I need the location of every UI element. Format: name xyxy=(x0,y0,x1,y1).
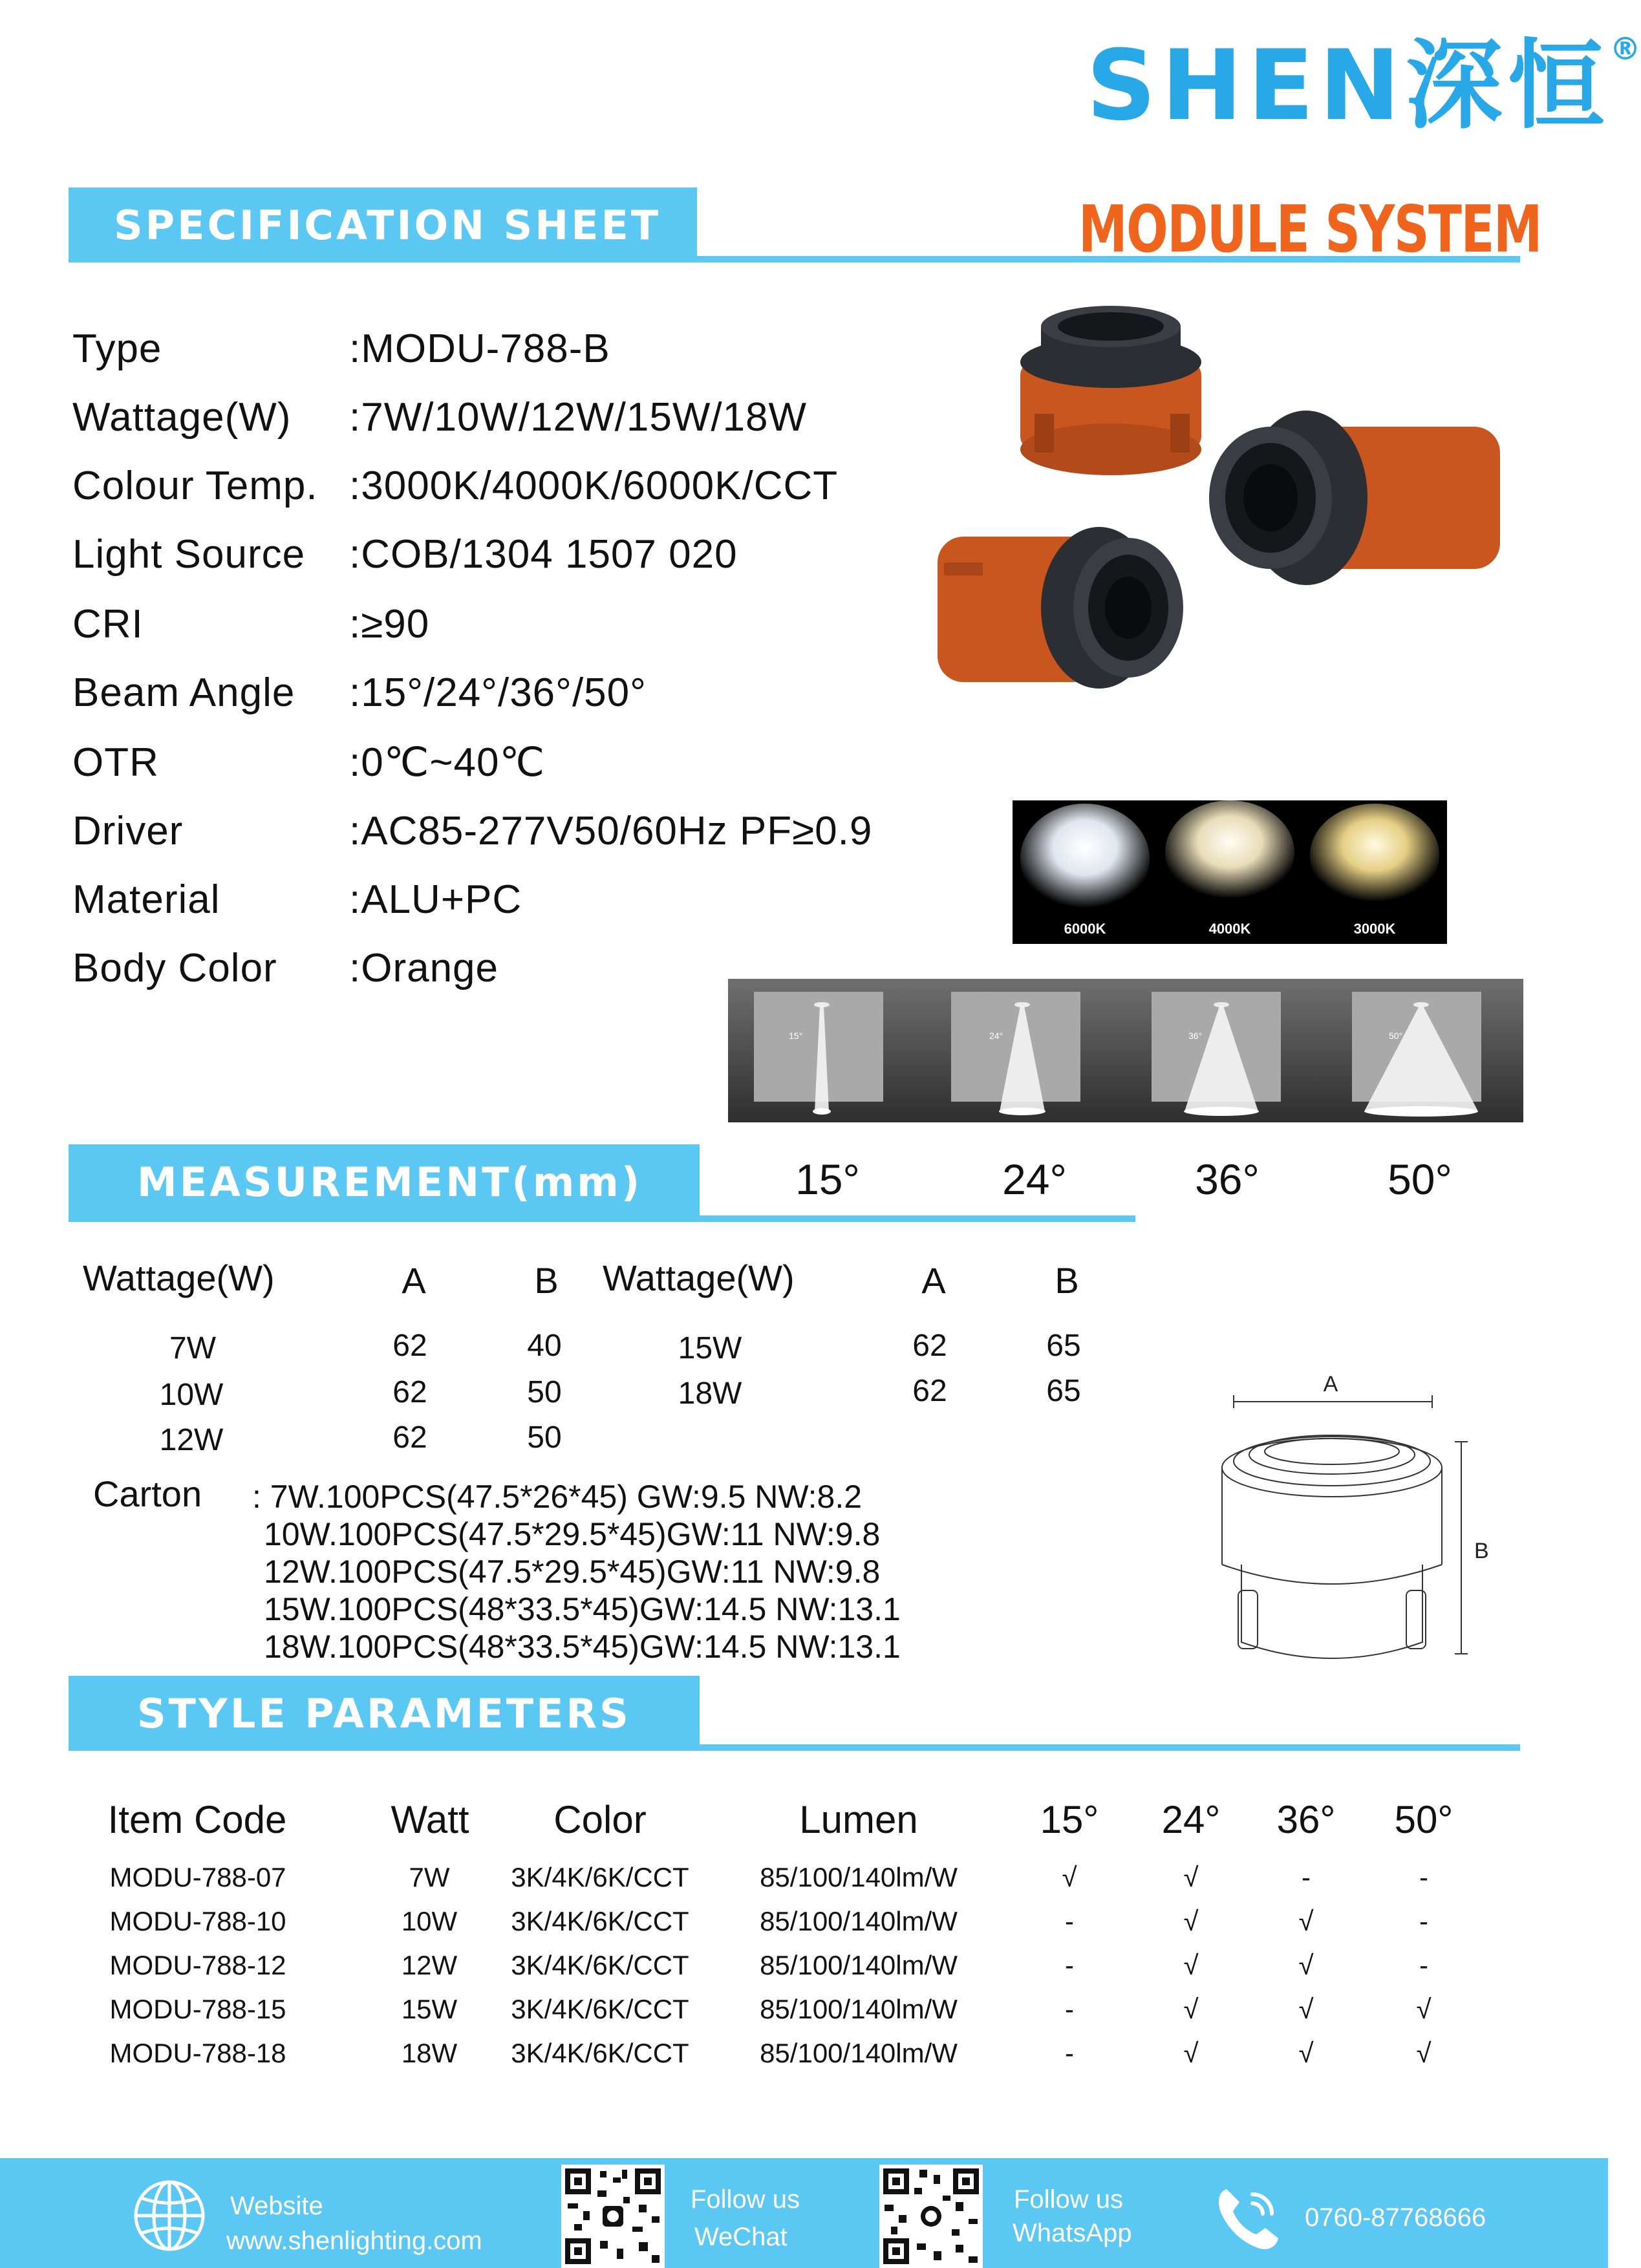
footer-bar xyxy=(0,2158,1608,2268)
spec-row xyxy=(72,531,738,577)
style-band xyxy=(69,1676,700,1751)
style-cell: - xyxy=(1419,1950,1428,1980)
style-cell: 12W xyxy=(401,1950,458,1980)
carton-line: 12W.100PCS(47.5*29.5*45)GW:11 NW:9.8 xyxy=(264,1554,881,1590)
meas-header-a: A xyxy=(921,1260,946,1301)
spec-row xyxy=(72,808,872,854)
style-cell: 3K/4K/6K/CCT xyxy=(511,1994,689,2024)
item-code: MODU-788-10 xyxy=(109,1906,286,1936)
beam-sample-label: 50° xyxy=(1389,1031,1403,1041)
spec-label: OTR xyxy=(72,740,159,785)
beam-sample-label: 15° xyxy=(789,1031,803,1041)
cct-sample-panel xyxy=(1013,800,1447,944)
website-label: Website xyxy=(230,2192,323,2220)
beam-angle-label: 24° xyxy=(1002,1155,1067,1203)
dimension-b-label: B xyxy=(1474,1539,1489,1563)
spec-sheet-band xyxy=(69,187,697,262)
spec-row xyxy=(72,601,429,647)
style-cell: 7W xyxy=(409,1862,450,1892)
spec-label: Driver xyxy=(72,809,184,853)
style-title: STYLE PARAMETERS xyxy=(137,1689,631,1737)
cct-sample-label: 4000K xyxy=(1208,921,1251,937)
product-photo xyxy=(905,304,1507,724)
beam-angle-label: 50° xyxy=(1388,1155,1452,1203)
spec-value: :AC85-277V50/60Hz PF≥0.9 xyxy=(349,809,873,853)
style-cell: √ xyxy=(1183,2038,1199,2068)
wechat-line2: WeChat xyxy=(694,2223,788,2251)
meas-wattage: 18W xyxy=(678,1376,742,1411)
style-cell: - xyxy=(1065,1906,1074,1936)
beam-angle-label: 15° xyxy=(795,1155,860,1203)
meas-a: 62 xyxy=(912,1329,947,1363)
carton-line: 15W.100PCS(48*33.5*45)GW:14.5 NW:13.1 xyxy=(264,1591,901,1627)
cct-sample-label: 6000K xyxy=(1064,921,1106,937)
style-cell: - xyxy=(1065,1994,1074,2024)
wechat-line1: Follow us xyxy=(691,2185,800,2214)
style-cell: √ xyxy=(1416,1994,1432,2024)
spec-value: :Orange xyxy=(349,946,499,990)
carton-line: : 7W.100PCS(47.5*26*45) GW:9.5 NW:8.2 xyxy=(252,1479,863,1515)
style-cell: 3K/4K/6K/CCT xyxy=(511,1906,689,1936)
dimension-a-label: A xyxy=(1323,1372,1338,1396)
phone-number[interactable]: 0760-87768666 xyxy=(1305,2203,1486,2232)
beam-sample-label: 36° xyxy=(1188,1031,1203,1041)
style-cell: 85/100/140lm/W xyxy=(760,1862,958,1892)
style-header: 36° xyxy=(1276,1798,1336,1841)
spec-label: Body Color xyxy=(72,946,277,990)
spec-value: :≥90 xyxy=(349,602,430,647)
cct-sample-label: 3000K xyxy=(1353,921,1396,937)
measurement-title: MEASUREMENT(mm) xyxy=(137,1158,643,1206)
module-unit-left xyxy=(938,527,1183,689)
style-header: 24° xyxy=(1161,1798,1221,1841)
item-code: MODU-788-18 xyxy=(109,2038,286,2068)
style-cell: √ xyxy=(1062,1862,1077,1892)
carton-label: Carton xyxy=(93,1473,202,1514)
style-header: 15° xyxy=(1040,1798,1099,1841)
spec-label: Wattage(W) xyxy=(72,395,292,440)
style-cell: √ xyxy=(1416,2038,1432,2068)
module-unit-right xyxy=(1209,411,1500,585)
module-unit-top xyxy=(1020,306,1201,475)
meas-wattage: 15W xyxy=(678,1331,742,1365)
spec-value: :3000K/4000K/6000K/CCT xyxy=(349,464,839,508)
logo-chinese: 深恒 xyxy=(1405,30,1610,142)
meas-b: 50 xyxy=(527,1420,562,1455)
globe-icon xyxy=(133,2179,206,2252)
style-cell: √ xyxy=(1298,1906,1314,1936)
style-cell: 85/100/140lm/W xyxy=(760,1994,958,2024)
style-cell: √ xyxy=(1298,2038,1314,2068)
style-cell: - xyxy=(1065,2038,1074,2068)
spec-row xyxy=(72,877,522,923)
meas-wattage: 12W xyxy=(159,1423,224,1457)
spec-row xyxy=(72,738,545,786)
style-header: Watt xyxy=(391,1798,469,1841)
whatsapp-line1: Follow us xyxy=(1014,2185,1123,2214)
style-cell: 85/100/140lm/W xyxy=(760,1906,958,1936)
spec-label: Material xyxy=(72,877,220,922)
meas-b: 65 xyxy=(1046,1329,1081,1363)
style-cell: √ xyxy=(1183,1950,1199,1980)
beam-angle-panel xyxy=(728,979,1523,1122)
spec-value: :7W/10W/12W/15W/18W xyxy=(349,395,808,440)
style-cell: 3K/4K/6K/CCT xyxy=(511,1950,689,1980)
meas-a: 62 xyxy=(392,1329,427,1363)
style-header: Color xyxy=(553,1798,647,1841)
spec-row xyxy=(72,326,610,372)
registered-mark: ® xyxy=(1609,31,1641,67)
carton-line: 10W.100PCS(47.5*29.5*45)GW:11 NW:9.8 xyxy=(264,1516,881,1552)
spec-label: CRI xyxy=(72,602,144,647)
style-cell: 15W xyxy=(401,1994,458,2024)
style-header: Item Code xyxy=(107,1798,287,1841)
meas-header-b: B xyxy=(534,1260,559,1301)
meas-header-wattage: Wattage(W) xyxy=(603,1257,795,1298)
meas-a: 62 xyxy=(912,1374,947,1408)
meas-a: 62 xyxy=(392,1420,427,1455)
beam-sample-label: 24° xyxy=(989,1031,1003,1041)
meas-b: 40 xyxy=(527,1329,562,1363)
carton-lines xyxy=(252,1478,901,1665)
style-cell: √ xyxy=(1298,1994,1314,2024)
spec-row xyxy=(72,945,499,991)
wechat-qr-code xyxy=(561,2165,665,2268)
spec-label: Light Source xyxy=(72,532,306,577)
style-header: 50° xyxy=(1394,1798,1453,1841)
phone-icon xyxy=(1212,2183,1283,2254)
style-cell: √ xyxy=(1183,1906,1199,1936)
style-cell: 10W xyxy=(401,1906,458,1936)
logo-text: SHEN xyxy=(1086,30,1406,142)
style-cell: √ xyxy=(1183,1862,1199,1892)
style-cell: 3K/4K/6K/CCT xyxy=(511,1862,689,1892)
meas-header-b: B xyxy=(1055,1260,1079,1301)
item-code: MODU-788-15 xyxy=(109,1994,286,2024)
spec-label: Type xyxy=(72,326,162,371)
spec-row xyxy=(72,394,807,440)
meas-wattage: 10W xyxy=(159,1378,224,1412)
dimension-drawing xyxy=(1216,1371,1500,1674)
measurement-rule xyxy=(69,1215,1135,1222)
style-cell: 85/100/140lm/W xyxy=(760,1950,958,1980)
meas-b: 50 xyxy=(527,1375,562,1409)
meas-a: 62 xyxy=(392,1375,427,1409)
spec-value: :15°/24°/36°/50° xyxy=(349,670,647,715)
whatsapp-qr-code xyxy=(879,2165,983,2268)
style-cell: √ xyxy=(1298,1950,1314,1980)
style-cell: - xyxy=(1302,1862,1311,1892)
spec-sheet-title: SPECIFICATION SHEET xyxy=(114,201,661,249)
meas-header-wattage: Wattage(W) xyxy=(83,1257,275,1298)
beam-angle-label: 36° xyxy=(1195,1155,1260,1203)
spec-label: Beam Angle xyxy=(72,670,295,715)
spec-value: :MODU-788-B xyxy=(349,326,610,371)
style-cell: - xyxy=(1065,1950,1074,1980)
spec-row xyxy=(72,670,647,716)
item-code: MODU-788-12 xyxy=(109,1950,286,1980)
style-cell: 85/100/140lm/W xyxy=(760,2038,958,2068)
style-cell: √ xyxy=(1183,1994,1199,2024)
meas-header-a: A xyxy=(402,1260,426,1301)
spec-row xyxy=(72,463,838,509)
brand-logo xyxy=(1086,30,1641,142)
spec-value: :COB/1304 1507 020 xyxy=(349,532,738,577)
website-url[interactable]: www.shenlighting.com xyxy=(226,2227,482,2255)
style-header: Lumen xyxy=(799,1798,918,1841)
spec-value: :ALU+PC xyxy=(349,877,522,922)
style-rule xyxy=(69,1744,1520,1751)
style-cell: 18W xyxy=(401,2038,458,2068)
meas-wattage: 7W xyxy=(169,1331,216,1365)
style-cell: 3K/4K/6K/CCT xyxy=(511,2038,689,2068)
spec-value: :0℃~40℃ xyxy=(349,740,546,785)
whatsapp-line2: WhatsApp xyxy=(1013,2219,1132,2247)
meas-b: 65 xyxy=(1046,1374,1081,1408)
carton-line: 18W.100PCS(48*33.5*45)GW:14.5 NW:13.1 xyxy=(264,1629,901,1665)
style-cell: - xyxy=(1419,1906,1428,1936)
item-code: MODU-788-07 xyxy=(109,1862,286,1892)
style-cell: - xyxy=(1419,1862,1428,1892)
measurement-band xyxy=(69,1144,700,1219)
module-system-title: MODULE SYSTEM xyxy=(1078,191,1541,267)
spec-label: Colour Temp. xyxy=(72,464,318,508)
